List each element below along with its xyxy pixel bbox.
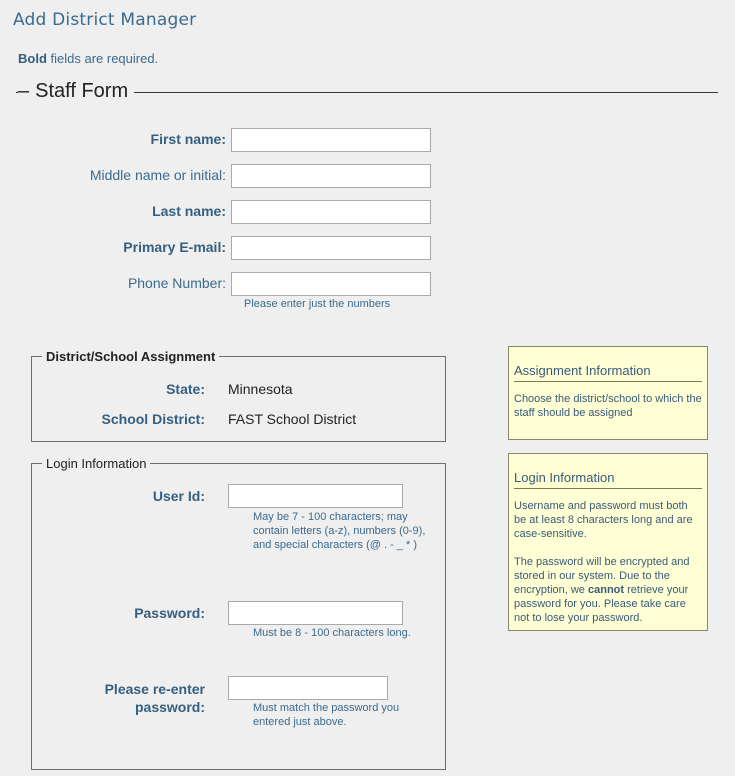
reenter-label	[60, 680, 205, 716]
middle-name-label: Middle name or initial:	[89, 167, 226, 183]
first-name-input[interactable]	[231, 128, 431, 152]
legend-dash: –	[18, 80, 30, 102]
login-info-title: Login Information	[514, 470, 702, 489]
phone-hint: Please enter just the numbers	[244, 298, 391, 310]
userid-label: User Id:	[152, 488, 205, 504]
assignment-info-text: Choose the district/school to which the staff should be assigned	[514, 393, 702, 419]
assignment-info-box	[508, 346, 708, 440]
email-input[interactable]	[231, 236, 431, 260]
last-name-input[interactable]	[231, 200, 431, 224]
reenter-hint: Must match the password you entered just above.	[253, 702, 400, 728]
district-value: FAST School District	[228, 411, 357, 427]
staff-form-legend	[18, 80, 134, 103]
login-info-text-2c: retrieve your password for you. Please take care not to lose your password.	[514, 584, 689, 624]
last-name-label: Last name:	[152, 203, 226, 219]
phone-label: Phone Number:	[127, 275, 226, 291]
email-label: Primary E-mail:	[123, 239, 226, 255]
reenter-label-line2: password:	[134, 699, 205, 715]
middle-name-input[interactable]	[231, 164, 431, 188]
assignment-legend: District/School Assignment	[42, 349, 219, 364]
reenter-password-input[interactable]	[228, 676, 388, 700]
userid-input[interactable]	[228, 484, 403, 508]
first-name-label: First name:	[150, 131, 226, 147]
required-note-bold: Bold	[18, 51, 47, 66]
reenter-label-line1: Please re-enter	[104, 681, 205, 697]
password-label: Password:	[134, 605, 205, 621]
login-info-text-2b: cannot	[587, 584, 625, 596]
phone-input[interactable]	[231, 272, 431, 296]
login-legend: Login Information	[42, 456, 150, 471]
login-info-text-2	[514, 555, 702, 625]
state-label: State:	[166, 381, 205, 397]
assignment-info-title: Assignment Information	[514, 363, 702, 382]
login-info-box	[508, 453, 708, 631]
password-hint: Must be 8 - 100 characters long.	[253, 627, 411, 639]
userid-hint: May be 7 - 100 characters; may contain letters (a-z), numbers (0-9), and special characters (@ . - _ * )	[253, 511, 426, 551]
login-info-text-2a: The password will be encrypted and stored in our system. Due to the encryption, we	[514, 556, 690, 596]
required-note	[18, 51, 158, 66]
login-info-text-1: Username and password must both be at least 8 characters long and are case-sensitive.	[514, 500, 693, 540]
required-note-text: fields are required.	[46, 51, 159, 66]
page-title: Add District Manager	[13, 10, 197, 30]
password-input[interactable]	[228, 601, 403, 625]
state-value: Minnesota	[228, 381, 293, 397]
district-label: School District:	[101, 411, 205, 427]
staff-form-legend-text: Staff Form	[35, 80, 129, 102]
